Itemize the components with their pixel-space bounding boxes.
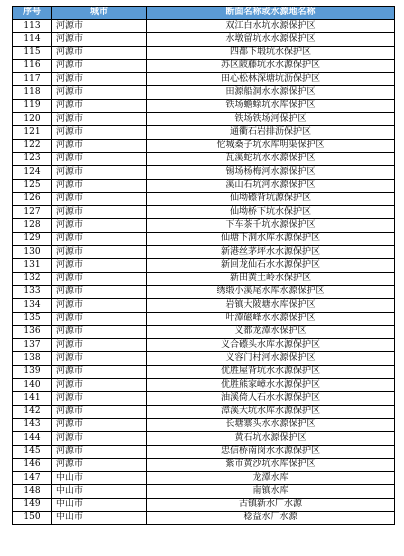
table-row xyxy=(13,339,395,352)
serial-number-cell: 136 xyxy=(13,325,52,338)
city-cell: 河源市 xyxy=(52,312,147,325)
city-cell: 河源市 xyxy=(52,365,147,378)
source-name-cell: 义容门村河水源保护区 xyxy=(147,352,395,365)
source-name-cell: 义合礤头水库水源保护区 xyxy=(147,339,395,352)
serial-number-cell: 146 xyxy=(13,458,52,471)
serial-number-cell: 137 xyxy=(13,339,52,352)
serial-number-cell: 132 xyxy=(13,272,52,285)
table-row xyxy=(13,325,395,338)
table-row xyxy=(13,206,395,219)
table-row xyxy=(13,432,395,445)
city-cell: 河源市 xyxy=(52,432,147,445)
serial-number-cell: 126 xyxy=(13,192,52,205)
serial-number-cell: 123 xyxy=(13,152,52,165)
table-row xyxy=(13,246,395,259)
city-cell: 河源市 xyxy=(52,20,147,33)
city-cell: 河源市 xyxy=(52,272,147,285)
city-cell: 河源市 xyxy=(52,299,147,312)
source-name-cell: 仙塘下洞水库水源保护区 xyxy=(147,232,395,245)
source-name-cell: 优胜屋背坑水水源保护区 xyxy=(147,365,395,378)
source-name-cell: 义都龙潭水保护区 xyxy=(147,325,395,338)
serial-number-cell: 115 xyxy=(13,46,52,59)
source-name-cell: 稔益水厂水源 xyxy=(147,511,395,524)
table-row xyxy=(13,59,395,72)
serial-number-cell: 144 xyxy=(13,432,52,445)
city-cell: 河源市 xyxy=(52,206,147,219)
city-cell: 河源市 xyxy=(52,33,147,46)
serial-number-cell: 122 xyxy=(13,139,52,152)
serial-number-cell: 148 xyxy=(13,485,52,498)
city-cell: 河源市 xyxy=(52,405,147,418)
serial-number-cell: 135 xyxy=(13,312,52,325)
city-cell: 中山市 xyxy=(52,498,147,511)
source-name-cell: 叶潭磁峰水水源保护区 xyxy=(147,312,395,325)
table-row xyxy=(13,485,395,498)
source-name-cell: 龙潭水库 xyxy=(147,472,395,485)
table-row xyxy=(13,33,395,46)
serial-number-cell: 114 xyxy=(13,33,52,46)
header-serial-number: 序号 xyxy=(13,7,52,20)
source-name-cell: 岩镇大陂塘水库保护区 xyxy=(147,299,395,312)
source-name-cell: 新回龙仙石水水源保护区 xyxy=(147,259,395,272)
table-row xyxy=(13,312,395,325)
table-row xyxy=(13,472,395,485)
serial-number-cell: 117 xyxy=(13,73,52,86)
city-cell: 河源市 xyxy=(52,232,147,245)
city-cell: 中山市 xyxy=(52,485,147,498)
serial-number-cell: 116 xyxy=(13,59,52,72)
serial-number-cell: 128 xyxy=(13,219,52,232)
serial-number-cell: 140 xyxy=(13,379,52,392)
serial-number-cell: 138 xyxy=(13,352,52,365)
table-row xyxy=(13,458,395,471)
city-cell: 河源市 xyxy=(52,152,147,165)
city-cell: 河源市 xyxy=(52,99,147,112)
table-row xyxy=(13,259,395,272)
city-cell: 河源市 xyxy=(52,59,147,72)
city-cell: 河源市 xyxy=(52,259,147,272)
city-cell: 河源市 xyxy=(52,418,147,431)
header-section-or-source-name: 断面名称或水源地名称 xyxy=(147,7,395,20)
source-name-cell: 佗城桑子坑水库明渠保护区 xyxy=(147,139,395,152)
source-name-cell: 下车茶千坑水源保护区 xyxy=(147,219,395,232)
source-name-cell: 长塘寨头水水源保护区 xyxy=(147,418,395,431)
source-name-cell: 通衢石岩排沥保护区 xyxy=(147,126,395,139)
serial-number-cell: 145 xyxy=(13,445,52,458)
water-source-table xyxy=(12,6,395,525)
table-row xyxy=(13,219,395,232)
source-name-cell: 漳溪大坑水库水源保护区 xyxy=(147,405,395,418)
source-name-cell: 新港丝茅坪水水源保护区 xyxy=(147,246,395,259)
source-name-cell: 古镇新水厂水源 xyxy=(147,498,395,511)
city-cell: 河源市 xyxy=(52,179,147,192)
table-row xyxy=(13,511,395,524)
serial-number-cell: 142 xyxy=(13,405,52,418)
source-name-cell: 仙坳桥下坑水保护区 xyxy=(147,206,395,219)
table-row xyxy=(13,379,395,392)
table-row xyxy=(13,365,395,378)
source-name-cell: 忠信桥南岗水水源保护区 xyxy=(147,445,395,458)
table-row xyxy=(13,99,395,112)
source-name-cell: 新田黄土岭水保护区 xyxy=(147,272,395,285)
table-row xyxy=(13,126,395,139)
source-name-cell: 紫市黄沙坑水库保护区 xyxy=(147,458,395,471)
source-name-cell: 仙坳礤背坑源保护区 xyxy=(147,192,395,205)
serial-number-cell: 149 xyxy=(13,498,52,511)
serial-number-cell: 127 xyxy=(13,206,52,219)
source-name-cell: 黄石坑水源保护区 xyxy=(147,432,395,445)
serial-number-cell: 130 xyxy=(13,246,52,259)
source-name-cell: 溪山石坑河水源保护区 xyxy=(147,179,395,192)
source-name-cell: 田源船洞水水源保护区 xyxy=(147,86,395,99)
water-source-table-container xyxy=(12,6,394,525)
source-name-cell: 铁场铁场河保护区 xyxy=(147,113,395,126)
source-name-cell: 锡场杨梅河水源保护区 xyxy=(147,166,395,179)
city-cell: 河源市 xyxy=(52,325,147,338)
source-name-cell: 水墩留坑水水源保护区 xyxy=(147,33,395,46)
city-cell: 河源市 xyxy=(52,166,147,179)
table-row xyxy=(13,113,395,126)
city-cell: 河源市 xyxy=(52,126,147,139)
city-cell: 河源市 xyxy=(52,379,147,392)
source-name-cell: 苏区陂藤坑水水源保护区 xyxy=(147,59,395,72)
table-row xyxy=(13,498,395,511)
table-row xyxy=(13,20,395,33)
serial-number-cell: 150 xyxy=(13,511,52,524)
serial-number-cell: 134 xyxy=(13,299,52,312)
source-name-cell: 双江白水坑水源保护区 xyxy=(147,20,395,33)
table-row xyxy=(13,418,395,431)
serial-number-cell: 131 xyxy=(13,259,52,272)
serial-number-cell: 118 xyxy=(13,86,52,99)
city-cell: 河源市 xyxy=(52,139,147,152)
table-row xyxy=(13,299,395,312)
city-cell: 河源市 xyxy=(52,246,147,259)
table-row xyxy=(13,139,395,152)
source-name-cell: 优胜熊家嶂水水源保护区 xyxy=(147,379,395,392)
source-name-cell: 铁场蟾蜍坑水库保护区 xyxy=(147,99,395,112)
source-name-cell: 四都下塅坑水保护区 xyxy=(147,46,395,59)
serial-number-cell: 129 xyxy=(13,232,52,245)
source-name-cell: 油溪倚人石水水源保护区 xyxy=(147,392,395,405)
table-row xyxy=(13,46,395,59)
header-city: 城市 xyxy=(52,7,147,20)
table-row xyxy=(13,86,395,99)
serial-number-cell: 120 xyxy=(13,113,52,126)
table-row xyxy=(13,445,395,458)
city-cell: 河源市 xyxy=(52,46,147,59)
serial-number-cell: 139 xyxy=(13,365,52,378)
city-cell: 河源市 xyxy=(52,86,147,99)
serial-number-cell: 125 xyxy=(13,179,52,192)
table-row xyxy=(13,232,395,245)
table-row xyxy=(13,272,395,285)
source-name-cell: 瓦溪蛇坑水水源保护区 xyxy=(147,152,395,165)
city-cell: 河源市 xyxy=(52,113,147,126)
city-cell: 河源市 xyxy=(52,73,147,86)
city-cell: 河源市 xyxy=(52,219,147,232)
city-cell: 河源市 xyxy=(52,352,147,365)
table-row xyxy=(13,352,395,365)
table-row xyxy=(13,392,395,405)
serial-number-cell: 143 xyxy=(13,418,52,431)
table-body xyxy=(13,20,395,525)
table-row xyxy=(13,285,395,298)
table-row xyxy=(13,405,395,418)
serial-number-cell: 133 xyxy=(13,285,52,298)
serial-number-cell: 147 xyxy=(13,472,52,485)
city-cell: 河源市 xyxy=(52,445,147,458)
city-cell: 中山市 xyxy=(52,472,147,485)
serial-number-cell: 121 xyxy=(13,126,52,139)
source-name-cell: 绣缎小溪尾水库水源保护区 xyxy=(147,285,395,298)
city-cell: 河源市 xyxy=(52,285,147,298)
serial-number-cell: 124 xyxy=(13,166,52,179)
city-cell: 河源市 xyxy=(52,458,147,471)
serial-number-cell: 119 xyxy=(13,99,52,112)
table-header-row xyxy=(13,7,395,20)
table-row xyxy=(13,192,395,205)
table-row xyxy=(13,166,395,179)
serial-number-cell: 113 xyxy=(13,20,52,33)
city-cell: 河源市 xyxy=(52,339,147,352)
source-name-cell: 田心松林深塘坑沥保护区 xyxy=(147,73,395,86)
table-row xyxy=(13,73,395,86)
table-row xyxy=(13,179,395,192)
source-name-cell: 南镇水库 xyxy=(147,485,395,498)
city-cell: 中山市 xyxy=(52,511,147,524)
serial-number-cell: 141 xyxy=(13,392,52,405)
table-row xyxy=(13,152,395,165)
city-cell: 河源市 xyxy=(52,392,147,405)
city-cell: 河源市 xyxy=(52,192,147,205)
